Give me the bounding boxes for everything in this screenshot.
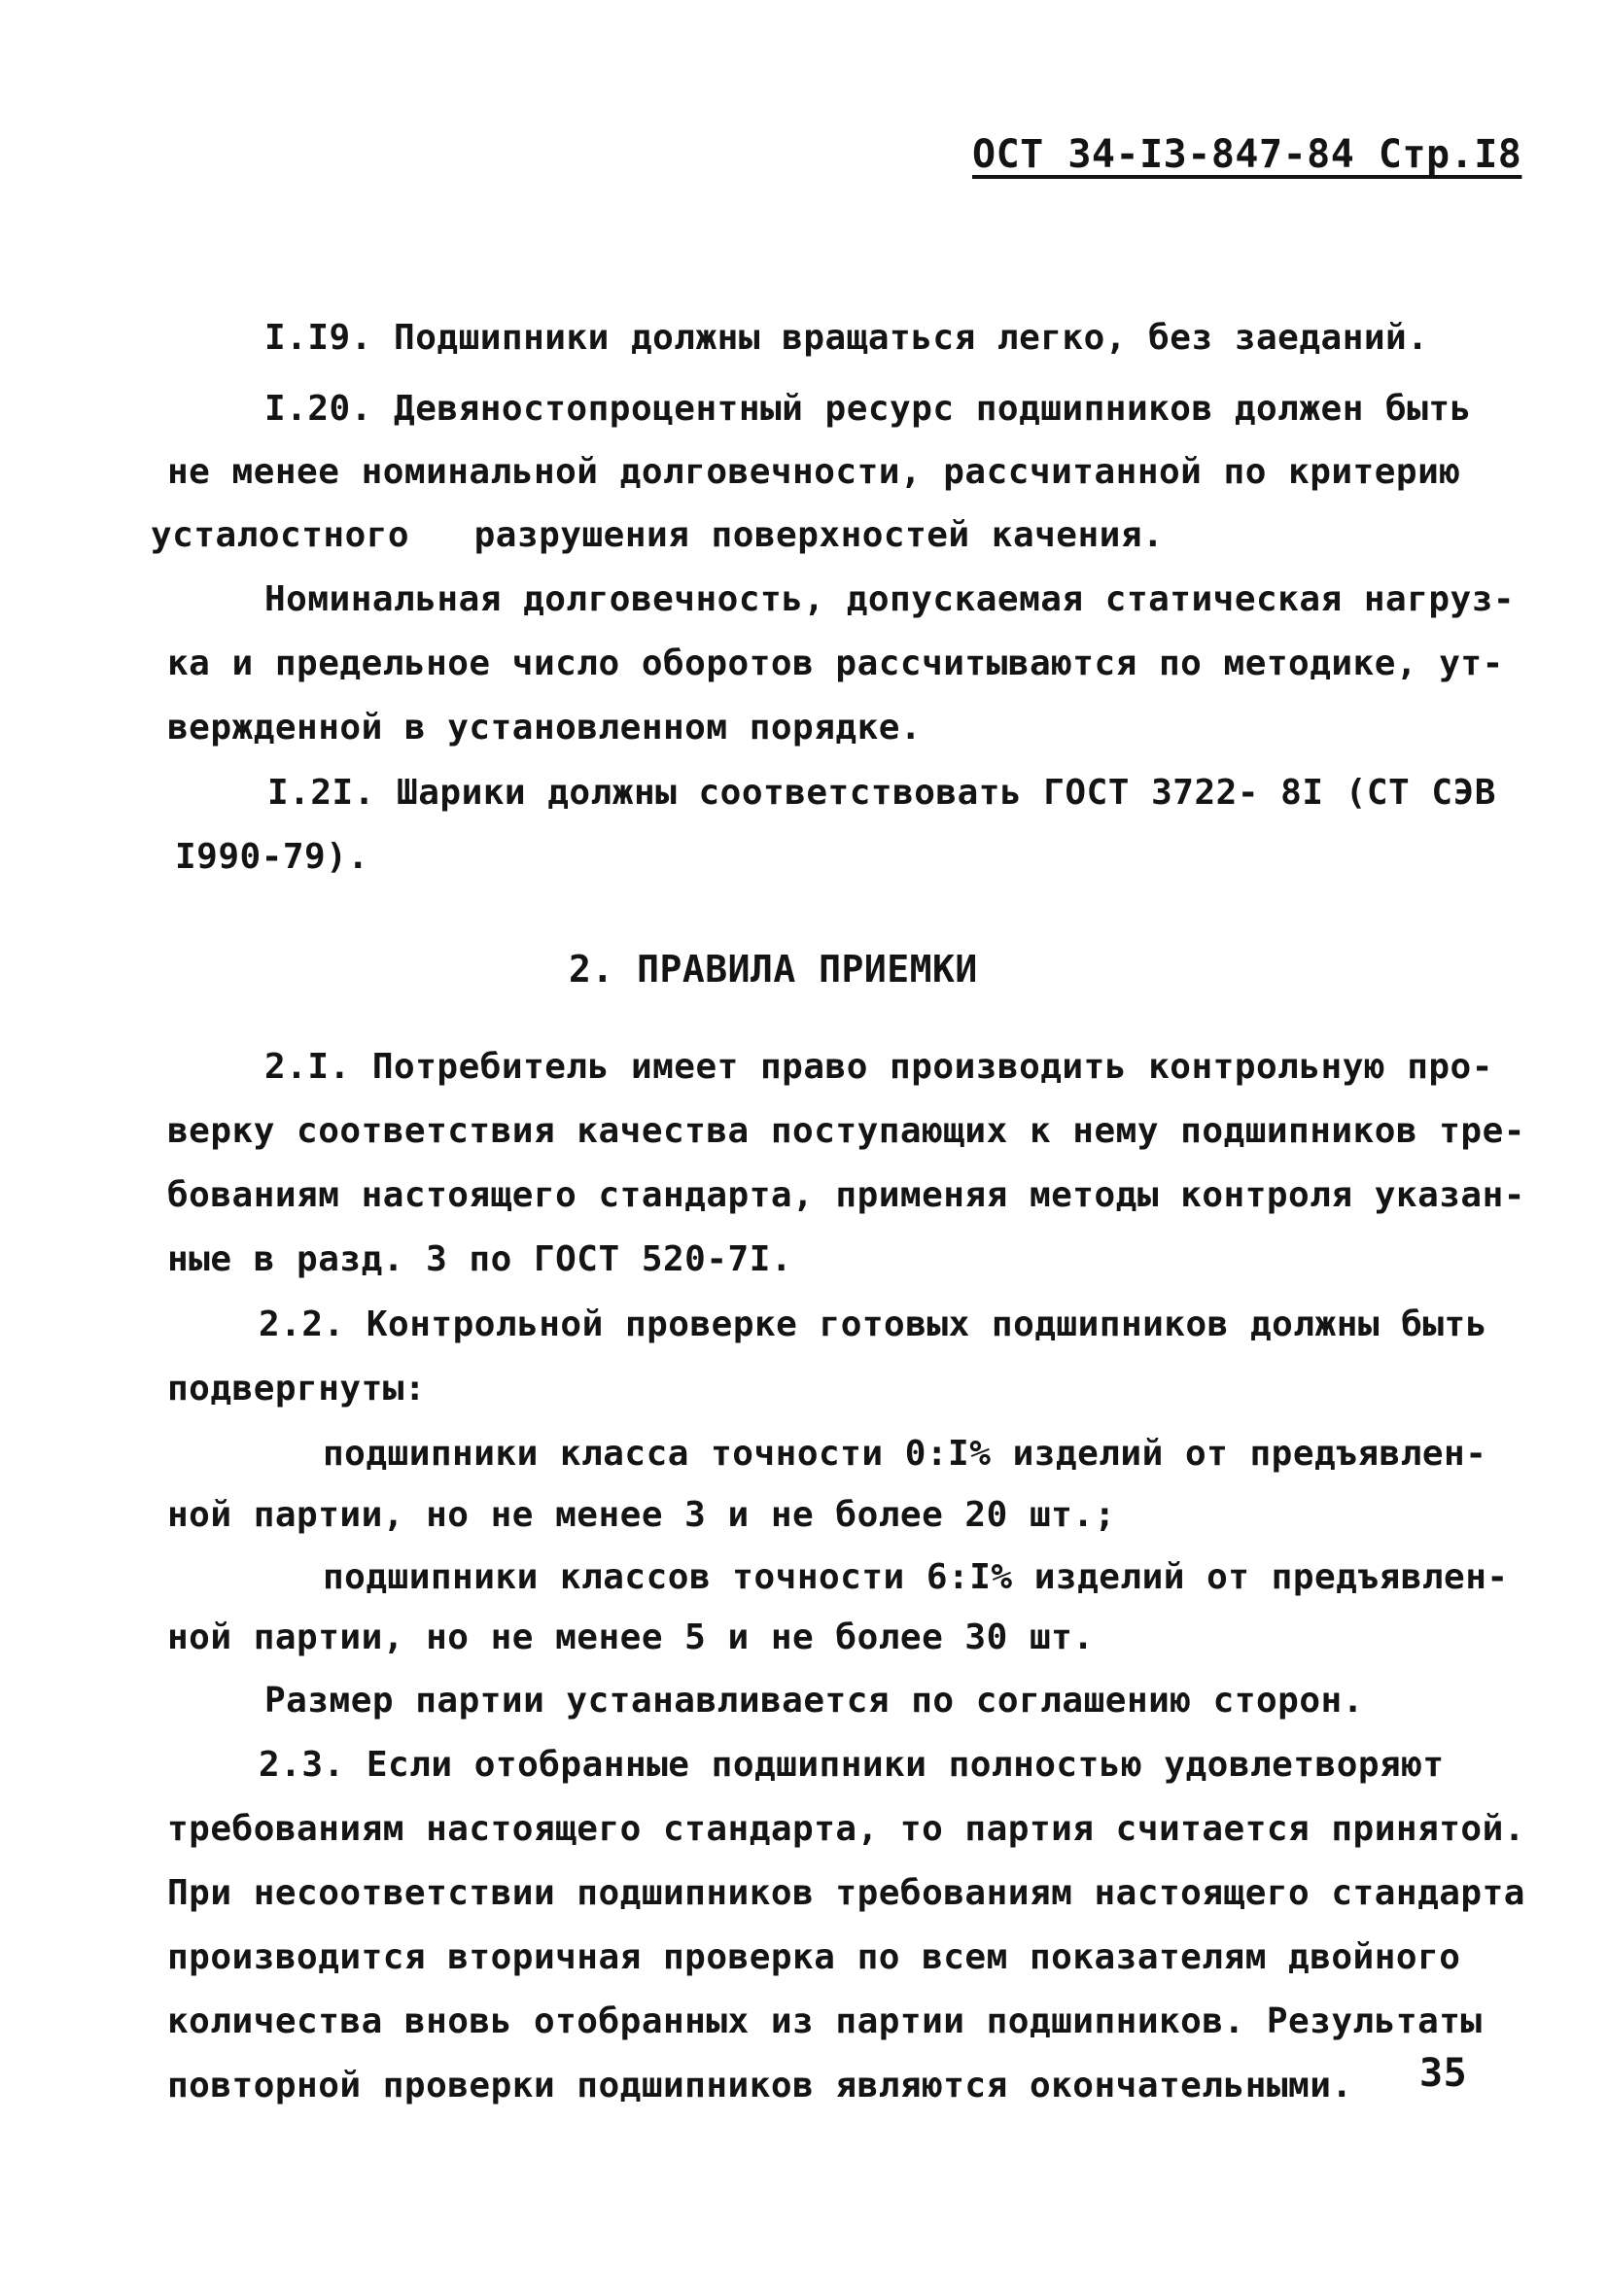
class-6-sample-line-2: ной партии, но не менее 5 и не более 30 шт. xyxy=(167,1618,1095,1657)
page-number: 35 xyxy=(1419,2051,1468,2096)
clause-1-20-line-1: I.20. Девяностопроцентный ресурс подшипников должен быть xyxy=(264,389,1472,429)
clause-2-3-line-1: 2.3. Если отобранные подшипники полностью удовлетворяют xyxy=(259,1745,1445,1785)
clause-1-21-line-2: I990-79). xyxy=(175,837,369,877)
class-0-sample-line-1: подшипники класса точности 0:I% изделий от предъявлен- xyxy=(323,1434,1487,1474)
class-0-sample-line-2: ной партии, но не менее 3 и не более 20 шт.; xyxy=(167,1495,1116,1535)
document-reference-header: ОСТ 34-I3-847-84 Стр.I8 xyxy=(972,132,1522,177)
clause-2-2-line-1: 2.2. Контрольной проверке готовых подшипников должны быть xyxy=(259,1305,1487,1344)
clause-2-1-line-1: 2.I. Потребитель имеет право производить контрольную про- xyxy=(264,1047,1493,1087)
clause-2-1-line-4: ные в разд. 3 по ГОСТ 520-7I. xyxy=(167,1239,793,1279)
clause-1-20-line-2: не менее номинальной долговечности, рассчитанной по критерию xyxy=(167,452,1461,492)
clause-1-19: I.I9. Подшипники должны вращаться легко, без заеданий. xyxy=(264,318,1429,358)
clause-2-3-line-4: производится вторичная проверка по всем показателям двойного xyxy=(167,1937,1461,1977)
paragraph-durability-line-1: Номинальная долговечность, допускаемая статическая нагруз- xyxy=(264,579,1516,619)
clause-1-21-line-1: I.2I. Шарики должны соответствовать ГОСТ 3722- 8I (СТ СЭВ xyxy=(267,773,1496,813)
paragraph-durability-line-3: вержденной в установленном порядке. xyxy=(167,708,923,748)
clause-1-20-line-3: усталостного разрушения поверхностей качения. xyxy=(151,515,1165,555)
clause-2-3-line-2: требованиям настоящего стандарта, то партия считается принятой. xyxy=(167,1809,1525,1849)
clause-2-3-line-6: повторной проверки подшипников являются окончательными. xyxy=(167,2066,1353,2105)
clause-2-1-line-2: верку соответствия качества поступающих к нему подшипников тре- xyxy=(167,1111,1525,1151)
section-title: 2. ПРАВИЛА ПРИЕМКИ xyxy=(569,948,978,991)
paragraph-durability-line-2: ка и предельное число оборотов рассчитываются по методике, ут- xyxy=(167,644,1504,683)
clause-2-1-line-3: бованиям настоящего стандарта, применяя методы контроля указан- xyxy=(167,1175,1525,1215)
clause-2-3-line-5: количества вновь отобранных из партии подшипников. Результаты xyxy=(167,2001,1483,2041)
clause-2-3-line-3: При несоответствии подшипников требованиям настоящего стандарта xyxy=(167,1873,1525,1913)
batch-size-paragraph: Размер партии устанавливается по соглашению сторон. xyxy=(264,1681,1364,1721)
class-6-sample-line-1: подшипники классов точности 6:I% изделий от предъявлен- xyxy=(323,1557,1509,1597)
clause-2-2-line-2: подвергнуты: xyxy=(167,1369,427,1409)
